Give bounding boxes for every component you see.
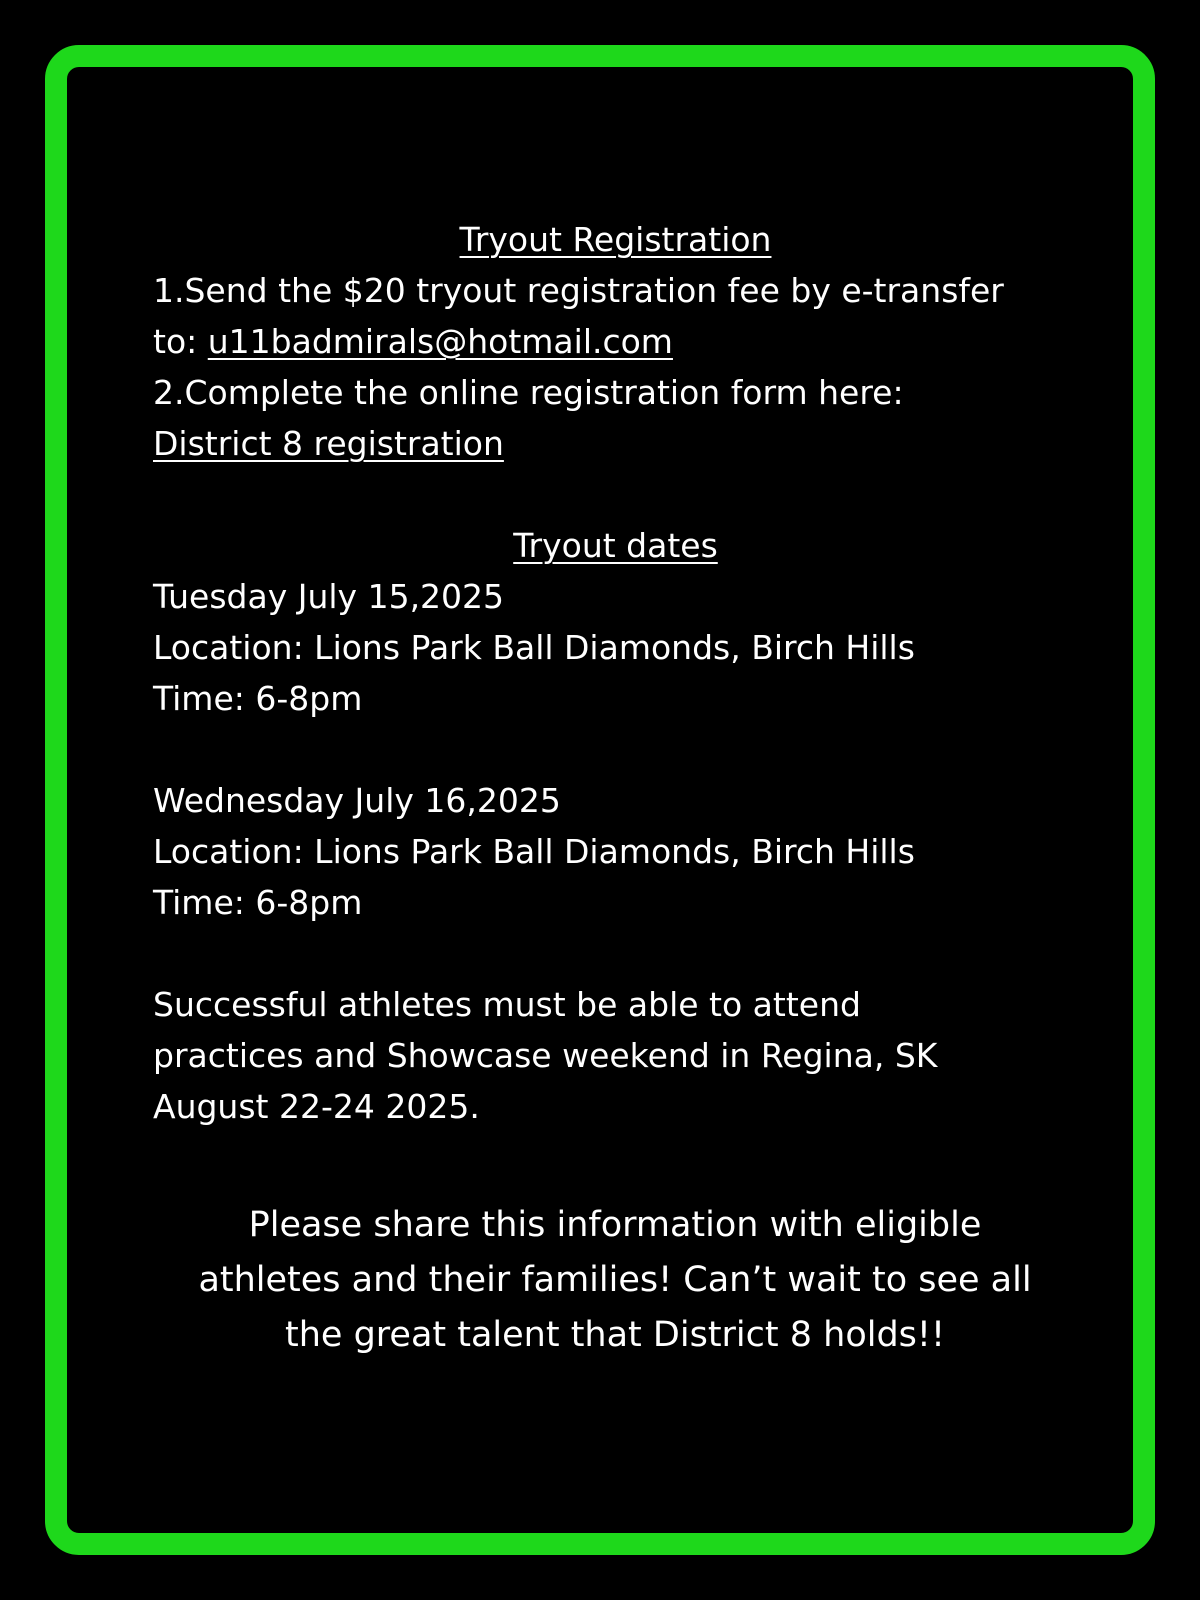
spacer [153,928,1078,979]
closing-line-1: Please share this information with eligible [248,1205,982,1245]
closing-message [150,1198,1080,1363]
tryout-dates-heading [153,520,1078,571]
main-content [153,214,1078,1132]
closing-line-3: the great talent that District 8 holds!! [285,1315,945,1355]
email-to-label: to: [153,322,208,361]
registration-step-2: 2.Complete the online registration form here: [153,373,904,412]
email-link[interactable]: u11badmirals@hotmail.com [207,322,673,361]
session-1-date: Tuesday July 15,2025 [153,577,505,616]
session-2-location: Location: Lions Park Ball Diamonds, Birch Hills [153,832,915,871]
registration-link-line [153,418,1078,469]
session-2-time: Time: 6-8pm [153,883,363,922]
spacer [153,469,1078,520]
spacer [153,724,1078,775]
session-1-location: Location: Lions Park Ball Diamonds, Birch Hills [153,628,915,667]
requirements-line-2: practices and Showcase weekend in Regina, SK [153,1036,938,1075]
registration-heading-text: Tryout Registration [459,220,772,259]
district-8-registration-link[interactable]: District 8 registration [153,424,504,463]
registration-step-1: 1.Send the $20 tryout registration fee by e-transfer [153,271,1004,310]
closing-line-2: athletes and their families! Can’t wait to see all [198,1260,1032,1300]
registration-email-line [153,316,1078,367]
requirements-line-3: August 22-24 2025. [153,1087,480,1126]
registration-heading [153,214,1078,265]
session-1-time: Time: 6-8pm [153,679,363,718]
requirements-line-1: Successful athletes must be able to attend [153,985,861,1024]
tryout-dates-heading-text: Tryout dates [513,526,718,565]
session-2-date: Wednesday July 16,2025 [153,781,561,820]
